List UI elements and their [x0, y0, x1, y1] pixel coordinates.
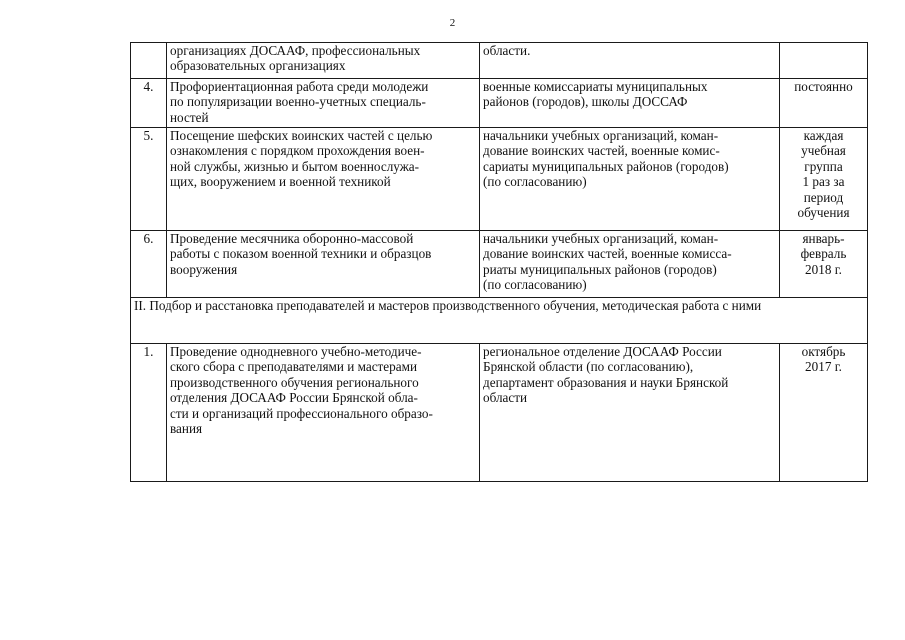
responsible-line: дование воинских частей, военные комисса-: [483, 246, 732, 262]
activity-cell: [167, 79, 480, 128]
term-line: период: [803, 189, 844, 205]
term-line: февраль: [800, 246, 847, 262]
term-cell: [780, 231, 868, 298]
responsible-line: начальники учебных организаций, коман-: [483, 231, 719, 246]
responsible-line: (по согласованию): [483, 174, 587, 190]
activity-line: вооружения: [170, 261, 238, 277]
responsible-line: сариаты муниципальных районов (городов): [483, 158, 729, 174]
row-number: 4.: [131, 79, 167, 128]
activity-line: ознакомления с порядком прохождения воен-: [170, 143, 425, 159]
responsible-line: (по согласованию): [483, 277, 587, 293]
term-line: постоянно: [794, 79, 853, 94]
activity-line: Посещение шефских воинских частей с целью: [170, 128, 433, 143]
activity-line: вания: [170, 421, 203, 437]
term-cell: [780, 128, 868, 231]
activity-line: ского сбора с преподавателями и мастерами: [170, 359, 418, 375]
activity-cell: [167, 128, 480, 231]
responsible-line: районов (городов), школы ДОССАФ: [483, 94, 688, 110]
activity-line: щих, вооружением и военной техникой: [170, 174, 391, 190]
section-row: [131, 298, 868, 344]
row-number: 1.: [131, 344, 167, 482]
responsible-cell: [480, 231, 780, 298]
table-row: [131, 128, 868, 231]
activity-line: организациях ДОСААФ, профессиональных: [170, 43, 421, 58]
responsible-line: дование воинских частей, военные комис-: [483, 143, 720, 159]
term-line: январь-: [802, 231, 845, 246]
term-cell: [780, 344, 868, 482]
responsible-cell: [480, 79, 780, 128]
term-line: 2017 г.: [805, 359, 842, 375]
term-cell: [780, 79, 868, 128]
activity-line: ностей: [170, 109, 209, 125]
table-row: [131, 344, 868, 482]
responsible-cell: [480, 43, 780, 79]
term-line: 1 раз за: [802, 174, 845, 190]
term-line: группа: [804, 158, 843, 174]
section-heading: II. Подбор и расстановка преподавателей и мастеров производственного обучения, методическая работа с ними: [131, 298, 868, 344]
activity-cell: [167, 344, 480, 482]
page-number: 2: [449, 17, 456, 29]
responsible-cell: [480, 344, 780, 482]
table-row: [131, 231, 868, 298]
term-cell: [780, 43, 868, 79]
activity-line: образовательных организациях: [170, 58, 346, 74]
term-line: обучения: [797, 205, 850, 221]
table-row: [131, 43, 868, 79]
activity-line: Профориентационная работа среди молодежи: [170, 79, 429, 94]
responsible-line: области: [483, 390, 528, 406]
responsible-line: Брянской области (по согласованию),: [483, 359, 694, 375]
row-number: 6.: [131, 231, 167, 298]
row-number: 5.: [131, 128, 167, 231]
responsible-line: начальники учебных организаций, коман-: [483, 128, 719, 143]
activity-line: по популяризации военно-учетных специаль-: [170, 94, 426, 110]
activity-line: отделения ДОСААФ России Брянской обла-: [170, 390, 418, 406]
responsible-line: военные комиссариаты муниципальных: [483, 79, 708, 94]
row-number: [131, 43, 167, 79]
responsible-line: департамент образования и науки Брянской: [483, 374, 729, 390]
table-row: [131, 79, 868, 128]
term-line: учебная: [801, 143, 846, 159]
activity-line: Проведение месячника оборонно-массовой: [170, 231, 414, 246]
activity-cell: [167, 43, 480, 79]
activity-line: сти и организаций профессионального образо-: [170, 405, 433, 421]
responsible-line: области.: [483, 43, 531, 58]
activity-line: работы с показом военной техники и образцов: [170, 246, 432, 262]
responsible-line: риаты муниципальных районов (городов): [483, 261, 717, 277]
activity-line: Проведение однодневного учебно-методиче-: [170, 344, 422, 359]
activity-line: производственного обучения регионального: [170, 374, 419, 390]
activity-line: ной службы, жизнью и бытом военнослужа-: [170, 158, 420, 174]
responsible-line: региональное отделение ДОСААФ России: [483, 344, 722, 359]
term-line: каждая: [803, 128, 844, 143]
plan-table: [130, 42, 868, 482]
term-line: октябрь: [801, 344, 846, 359]
activity-cell: [167, 231, 480, 298]
responsible-cell: [480, 128, 780, 231]
term-line: 2018 г.: [805, 261, 842, 277]
